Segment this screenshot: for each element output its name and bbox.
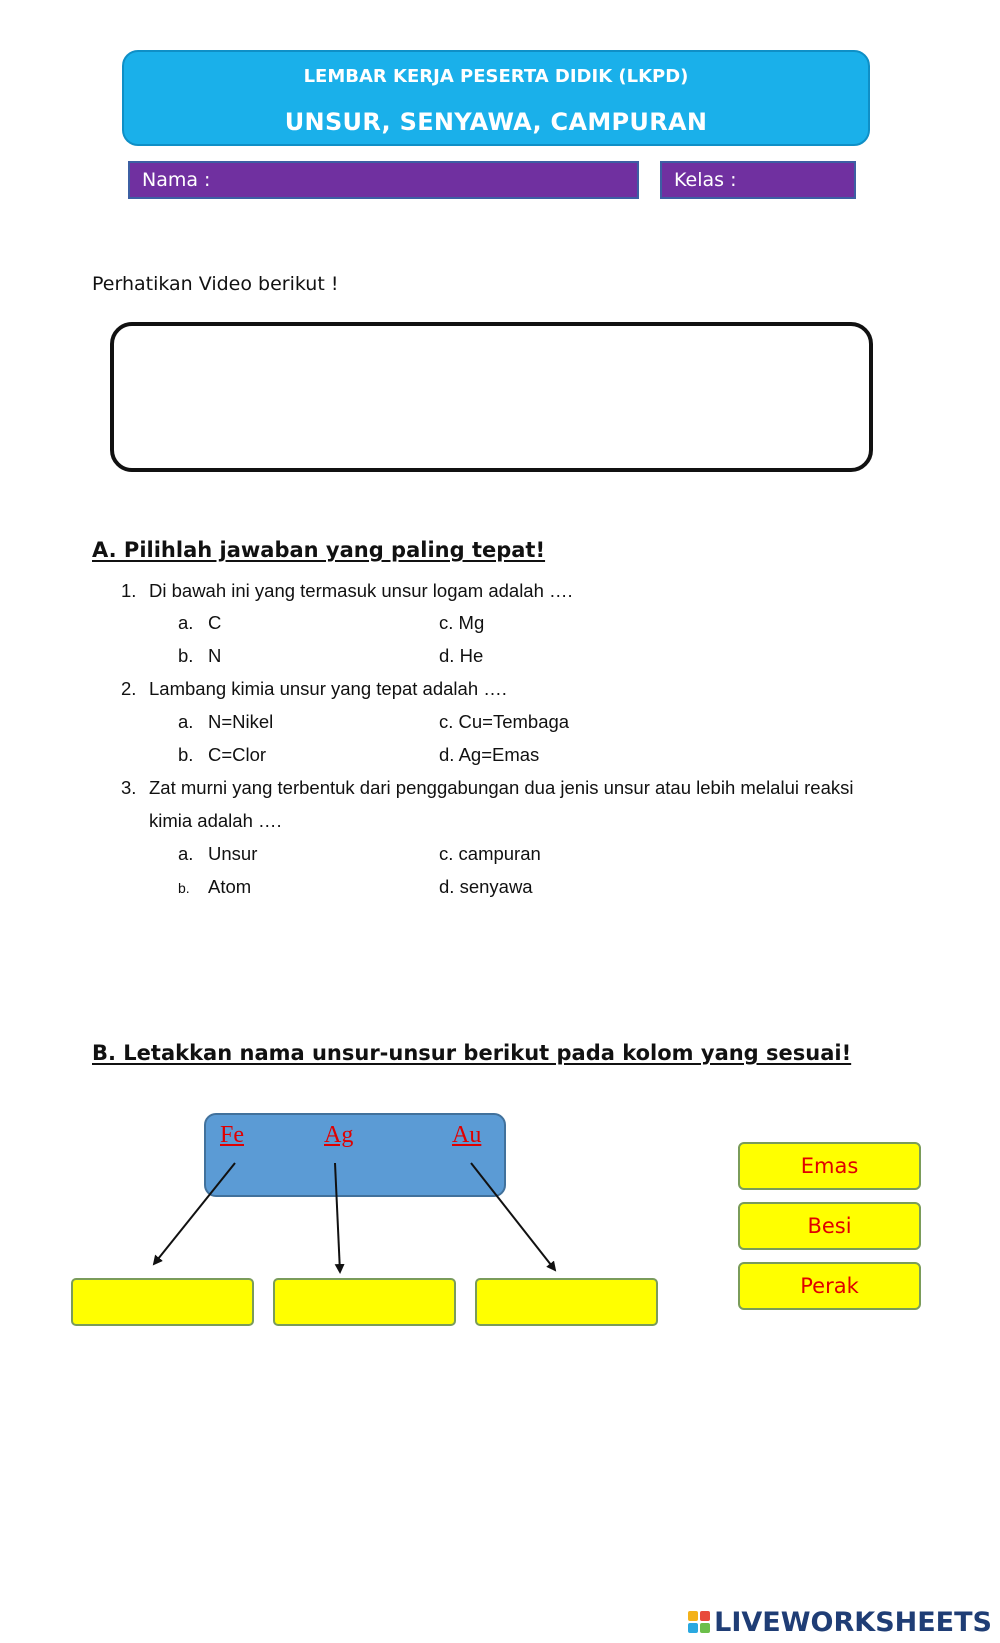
worksheet-title: UNSUR, SENYAWA, CAMPURAN: [284, 108, 708, 136]
question-number: 2.: [121, 678, 137, 699]
option-letter: a.: [178, 843, 194, 864]
option-3d[interactable]: [439, 876, 533, 898]
option-3a[interactable]: [178, 843, 257, 865]
option-letter: b.: [178, 880, 190, 896]
video-player[interactable]: [110, 322, 873, 472]
option-3b[interactable]: [178, 876, 251, 898]
option-text: senyawa: [459, 876, 533, 897]
option-text: campuran: [458, 843, 541, 864]
class-field[interactable]: [660, 161, 856, 199]
question-number: 3.: [121, 777, 137, 798]
section-a-heading: A. Pilihlah jawaban yang paling tepat!: [92, 538, 546, 562]
option-1a[interactable]: [178, 612, 221, 634]
worksheet-header: [122, 50, 870, 146]
option-3c[interactable]: [439, 843, 541, 865]
option-text: He: [459, 645, 484, 666]
option-2d[interactable]: [439, 744, 539, 766]
question-text: Zat murni yang terbentuk dari penggabungan dua jenis unsur atau lebih melalui reaksi: [149, 777, 854, 798]
answer-box-au[interactable]: [475, 1278, 658, 1326]
option-text: Unsur: [208, 843, 258, 864]
choice-emas[interactable]: Emas: [738, 1142, 921, 1190]
answer-box-fe[interactable]: [71, 1278, 254, 1326]
option-text: N: [208, 645, 222, 666]
question-1: [121, 580, 573, 602]
option-letter: c.: [439, 711, 454, 732]
name-field[interactable]: [128, 161, 639, 199]
option-letter: a.: [178, 711, 194, 732]
option-letter: a.: [178, 612, 194, 633]
option-text: Cu=Tembaga: [458, 711, 570, 732]
question-text: Di bawah ini yang termasuk unsur logam adalah ….: [149, 580, 573, 601]
option-text: C: [208, 612, 222, 633]
option-1b[interactable]: [178, 645, 221, 667]
choice-besi[interactable]: Besi: [738, 1202, 921, 1250]
question-text: Lambang kimia unsur yang tepat adalah ….: [149, 678, 507, 699]
option-letter: d.: [439, 645, 455, 666]
symbol-au: Au: [452, 1122, 482, 1148]
option-1c[interactable]: [439, 612, 484, 634]
option-letter: b.: [178, 645, 194, 666]
option-2b[interactable]: [178, 744, 266, 766]
brand-name: LIVEWORKSHEETS: [714, 1606, 992, 1638]
option-text: Mg: [458, 612, 485, 633]
option-text: Ag=Emas: [458, 744, 540, 765]
question-3: [121, 777, 853, 799]
question-number: 1.: [121, 580, 137, 601]
class-label: Kelas :: [674, 169, 737, 191]
answer-box-ag[interactable]: [273, 1278, 456, 1326]
symbol-fe: Fe: [220, 1122, 244, 1148]
option-letter: d.: [439, 876, 455, 897]
option-letter: b.: [178, 744, 194, 765]
video-instruction: Perhatikan Video berikut !: [92, 273, 339, 295]
option-2c[interactable]: [439, 711, 569, 733]
option-1d[interactable]: [439, 645, 483, 667]
option-letter: c.: [439, 612, 454, 633]
question-3-continued: kimia adalah ….: [149, 810, 282, 831]
name-label: Nama :: [142, 169, 211, 191]
option-text: C=Clor: [208, 744, 267, 765]
symbol-ag: Ag: [324, 1122, 354, 1148]
liveworksheets-icon: [688, 1611, 710, 1633]
section-b-heading: B. Letakkan nama unsur-unsur berikut pada kolom yang sesuai!: [92, 1041, 852, 1065]
liveworksheets-logo: [688, 1606, 992, 1638]
option-text: N=Nikel: [208, 711, 274, 732]
question-2: [121, 678, 507, 700]
choice-perak[interactable]: Perak: [738, 1262, 921, 1310]
option-text: Atom: [208, 876, 252, 897]
option-letter: c.: [439, 843, 454, 864]
worksheet-subtitle: LEMBAR KERJA PESERTA DIDIK (LKPD): [303, 66, 689, 87]
option-letter: d.: [439, 744, 455, 765]
option-2a[interactable]: [178, 711, 273, 733]
